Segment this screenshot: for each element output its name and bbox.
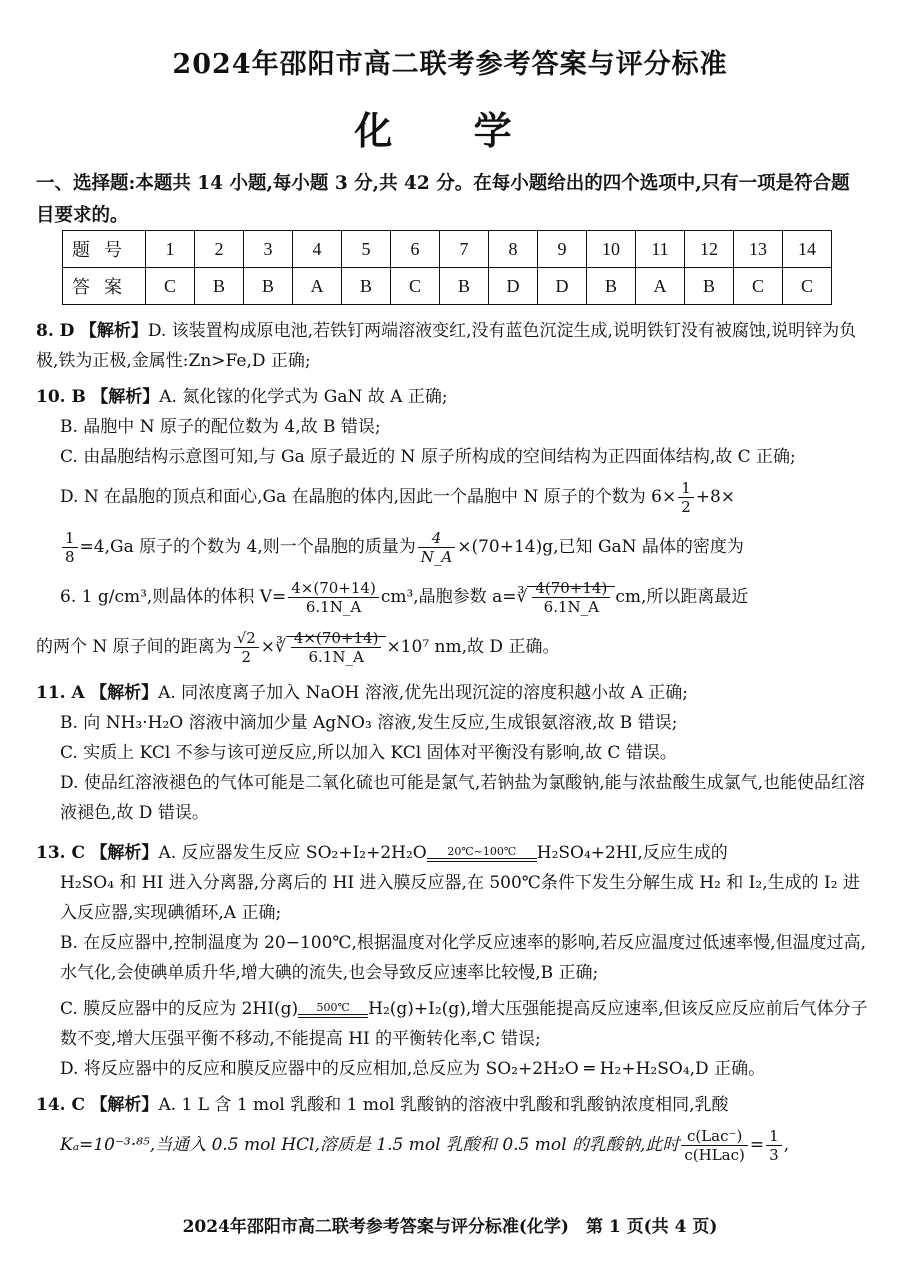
q10-d-line3: 6. 1 g/cm³,则晶体的体积 V= $\frac{4\times(70+14)}{6.1N\_A}$ cm³,晶胞参数 a=∛ $\frac{4(70+14)}{6.1N\_A}$ cm,所以距离最近 [60,579,749,616]
q14-number: 14. C [36,1095,86,1115]
table-cell: B [587,268,636,305]
fraction-mass: $\frac{4}{N\_A}$ [418,529,455,566]
q10-d3c: cm,所以距离最近 [615,587,749,607]
q10-b: B. 晶胞中 N 原子的配位数为 4,故 B 错误; [60,417,381,437]
q13-b: B. 在反应器中,控制温度为 20−100℃,根据温度对化学反应速率的影响,若反应温度过低速率慢,但温度过高,水气化,会使碘单质升华,增大碘的流失,也会导致反应速率比较慢,B 正确; [60,933,867,983]
table-cell: 5 [342,231,391,268]
q13-d: D. 将反应器中的反应和膜反应器中的反应相加,总反应为 SO₂+2H₂O ═ H₂+H₂SO₄,D 正确。 [60,1059,766,1079]
q13-c1b: H₂(g)+I₂(g),增大压强能提高反应速率,但该反应反应前后气体分子数不变,增大压强平衡不移动,不能提高 HI 的平衡转化率,C 错误; [60,999,868,1049]
q14-a1: A. 1 L 含 1 mol 乳酸和 1 mol 乳酸钠的溶液中乳酸和乳酸钠浓度相同,乳酸 [158,1095,729,1115]
q10-d3b: cm³,晶胞参数 a= [380,587,517,607]
q11-d: D. 使品红溶液褪色的气体可能是二氧化硫也可能是氯气,若钠盐为氯酸钠,能与浓盐酸生成氯气,也能使品红溶液褪色,故 D 错误。 [60,773,866,823]
table-cell: 13 [734,231,783,268]
q10-tag: 【解析】 [91,387,160,407]
q8-tag: 【解析】 [79,321,148,341]
q10-d3: 6. 1 g/cm³,则晶体的体积 V= [60,587,287,607]
table-cell: B [195,268,244,305]
table-cell: 1 [146,231,195,268]
q8-number: 8. D [36,321,75,341]
fraction-half: $\frac{1}{2}$ [678,479,694,516]
q13-a2: H₂SO₄ 和 HI 进入分离器,分离后的 HI 进入膜反应器,在 500℃条件下发生分解生成 H₂ 和 I₂,生成的 I₂ 进入反应器,实现碘循环,A 正确; [60,873,860,923]
q13-tag: 【解析】 [90,843,159,863]
q14-a2c: , [783,1135,790,1155]
table-row-answers [63,268,832,305]
table-cell: 3 [244,231,293,268]
fraction-third: $\frac{1}{3}$ [766,1127,782,1164]
q11-header [36,678,868,708]
table-cell: C [391,268,440,305]
table-cell: C [783,268,832,305]
fraction-lattice: $\frac{4(70+14)}{6.1N\_A}$ [532,579,610,616]
table-cell: C [146,268,195,305]
q10-a: A. 氮化镓的化学式为 GaN 故 A 正确; [159,387,448,407]
reaction-arrow-condition: 20℃~100℃ [427,846,537,862]
fraction-root2: $\frac{√2}{2}$ [234,629,259,666]
q8-explanation [36,316,868,376]
q11-number: 11. A [36,683,85,703]
table-cell: 2 [195,231,244,268]
q14-a2 [36,1120,868,1170]
q13-a1: A. 反应器发生反应 SO₂+I₂+2H₂O [158,843,427,863]
table-row-numbers [63,231,832,268]
q10-d2: =4,Ga 原子的个数为 4,则一个晶胞的质量为 [79,537,416,557]
fraction-volume: $\frac{4\times(70+14)}{6.1N\_A}$ [288,579,379,616]
row-label-answer: 答案 [63,268,146,305]
page-title: 2024年邵阳市高二联考参考答案与评分标准 [172,49,728,80]
table-cell: A [293,268,342,305]
q10-d4b: ×10⁷ nm,故 D 正确。 [386,637,560,657]
table-cell: B [244,268,293,305]
equilibrium-arrow-condition: 500℃ [298,1002,368,1018]
q10-header [36,382,868,412]
answer-table [62,230,832,305]
q13-c1: C. 膜反应器中的反应为 2HI(g) [60,999,299,1019]
table-cell: A [636,268,685,305]
q14-a2b: = [749,1135,765,1155]
fraction-lac-ratio: $\frac{\text{c(Lac⁻)}}{\text{c(HLac)}}$ [681,1127,748,1164]
q10-d4: 的两个 N 原子间的距离为 [36,637,232,657]
q10-d1b: +8× [695,487,736,507]
table-cell: 8 [489,231,538,268]
page-footer: 2024年邵阳市高二联考参考答案与评分标准(化学) 第 1 页(共 4 页) [182,1217,718,1237]
q11-c: C. 实质上 KCl 不参与该可逆反应,所以加入 KCl 固体对平衡没有影响,故 C 错误。 [60,743,677,763]
subject-title: 化 学 [354,108,546,153]
table-cell: B [685,268,734,305]
table-cell: 9 [538,231,587,268]
table-cell: C [734,268,783,305]
q10-d-line4: 的两个 N 原子间的距离为 $\frac{√2}{2}$ ×∛ $\frac{4\times(70+14)}{6.1N\_A}$ ×10⁷ nm,故 D 正确。 [36,629,560,666]
table-cell: 12 [685,231,734,268]
q14-header [36,1090,868,1120]
q11-tag: 【解析】 [90,683,159,703]
q13-header [36,838,868,868]
table-cell: 7 [440,231,489,268]
table-cell: B [440,268,489,305]
q10-d1: D. N 在晶胞的顶点和面心,Ga 在晶胞的体内,因此一个晶胞中 N 原子的个数为 6× [60,487,677,507]
fraction-distance: $\frac{4\times(70+14)}{6.1N\_A}$ [291,629,382,666]
table-cell: D [538,268,587,305]
q13-a1b: H₂SO₄+2HI,反应生成的 [536,843,728,863]
table-cell: 10 [587,231,636,268]
q11-a: A. 同浓度离子加入 NaOH 溶液,优先出现沉淀的溶度积越小故 A 正确; [158,683,688,703]
q10-d2b: ×(70+14)g,已知 GaN 晶体的密度为 [457,537,744,557]
row-label-number: 题号 [63,231,146,268]
table-cell: B [342,268,391,305]
table-cell: 11 [636,231,685,268]
table-cell: 14 [783,231,832,268]
section-heading: 一、选择题:本题共 14 小题,每小题 3 分,共 42 分。在每小题给出的四个选项中,只有一项是符合题目要求的。 [36,173,850,226]
explanations [36,316,868,1170]
q8-text: D. 该装置构成原电池,若铁钉两端溶液变红,没有蓝色沉淀生成,说明铁钉没有被腐蚀,说明锌为负极,铁为正极,金属性:Zn>Fe,D 正确; [36,321,857,371]
q14-tag: 【解析】 [90,1095,159,1115]
q13-c [36,994,868,1054]
q11-b: B. 向 NH₃·H₂O 溶液中滴加少量 AgNO₃ 溶液,发生反应,生成银氨溶液,故 B 错误; [60,713,678,733]
q13-number: 13. C [36,843,86,863]
q10-d-line1 [36,472,868,522]
q14-a2-text: Kₐ=10⁻³·⁸⁵,当通入 0.5 mol HCl,溶质是 1.5 mol 乳酸和 0.5 mol 的乳酸钠,此时 [60,1135,680,1155]
fraction-eighth: $\frac{1}{8}$ [62,529,78,566]
table-cell: 6 [391,231,440,268]
q10-d-line2 [36,522,868,572]
q10-number: 10. B [36,387,86,407]
q10-c: C. 由晶胞结构示意图可知,与 Ga 原子最近的 N 原子所构成的空间结构为正四面体结构,故 C 正确; [60,447,796,467]
table-cell: D [489,268,538,305]
table-cell: 4 [293,231,342,268]
